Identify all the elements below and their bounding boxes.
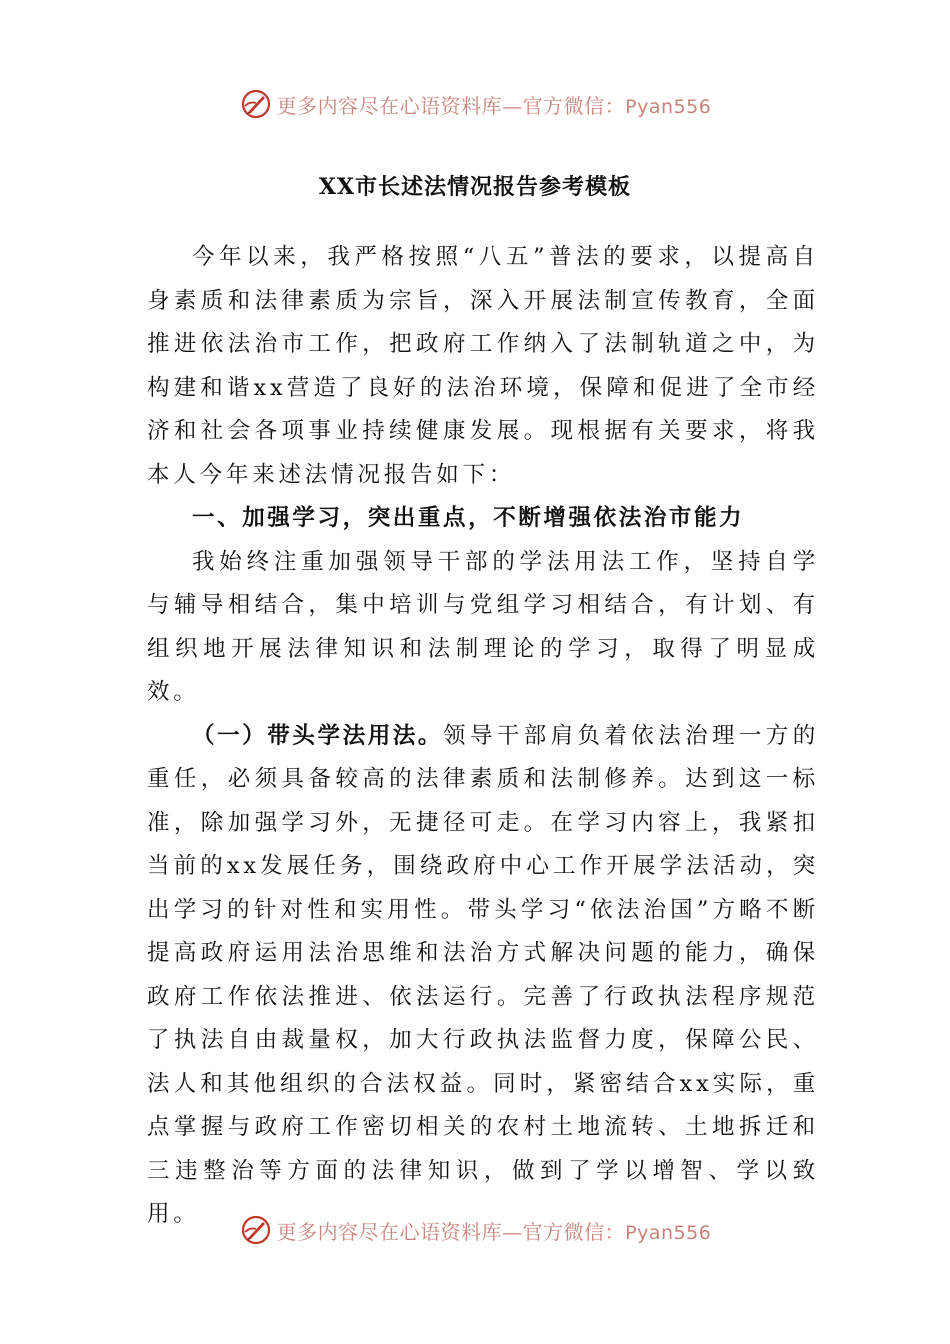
pen-logo-icon — [239, 1213, 273, 1247]
document-body — [147, 236, 819, 1237]
document-title: XX市长述法情况报告参考模板 — [318, 174, 632, 200]
section-1-heading: 一、加强学习，突出重点，不断增强依法治市能力 — [192, 505, 745, 531]
watermark-wechat-id: Pyan556 — [625, 95, 712, 118]
watermark-wechat-id: Pyan556 — [625, 1221, 712, 1244]
intro-paragraph: 今年以来，我严格按照“八五”普法的要求，以提高自身素质和法律素质为宗旨，深入开展法制宣传教育，全面推进依法治市工作，把政府工作纳入了法制轨道之中，为构建和谐xx营造了良好的法治环境，保障和促进了全市经济和社会各项事业持续健康发展。现根据有关要求，将我本人今年来述法情况报告如下： — [147, 244, 819, 488]
subsection-1-paragraph — [147, 715, 819, 1237]
watermark-text: 更多内容尽在心语资料库—官方微信：Pyan556 — [276, 1219, 712, 1244]
section-1-paragraph: 我始终注重加强领导干部的学法用法工作，坚持自学与辅导相结合，集中培训与党组学习相结合，有计划、有组织地开展法律知识和法制理论的学习，取得了明显成效。 — [147, 548, 819, 705]
pen-logo-icon — [239, 87, 273, 121]
header-watermark — [0, 84, 950, 124]
watermark-text: 更多内容尽在心语资料库—官方微信：Pyan556 — [276, 93, 712, 118]
subsection-1-text: 领导干部肩负着依法治理一方的重任，必须具备较高的法律素质和法制修养。达到这一标准，除加强学习外，无捷径可走。在学习内容上，我紧扣当前的xx发展任务，围绕政府中心工作开展学法活动，突出学习的针对性和实用性。带头学习“依法治国”方略不断提高政府运用法治思维和法治方式解决问题的能力，确保政府工作依法推进、依法运行。完善了行政执法程序规范了执法自由裁量权，加大行政执法监督力度，保障公民、法人和其他组织的合法权益。同时，紧密结合xx实际，重点掌握与政府工作密切相关的农村土地流转、土地拆迁和三违整治等方面的法律知识，做到了学以增智、学以致用。 — [147, 722, 819, 1227]
subsection-1-heading: （一）带头学法用法。 — [192, 722, 443, 749]
footer-watermark — [0, 1210, 950, 1250]
